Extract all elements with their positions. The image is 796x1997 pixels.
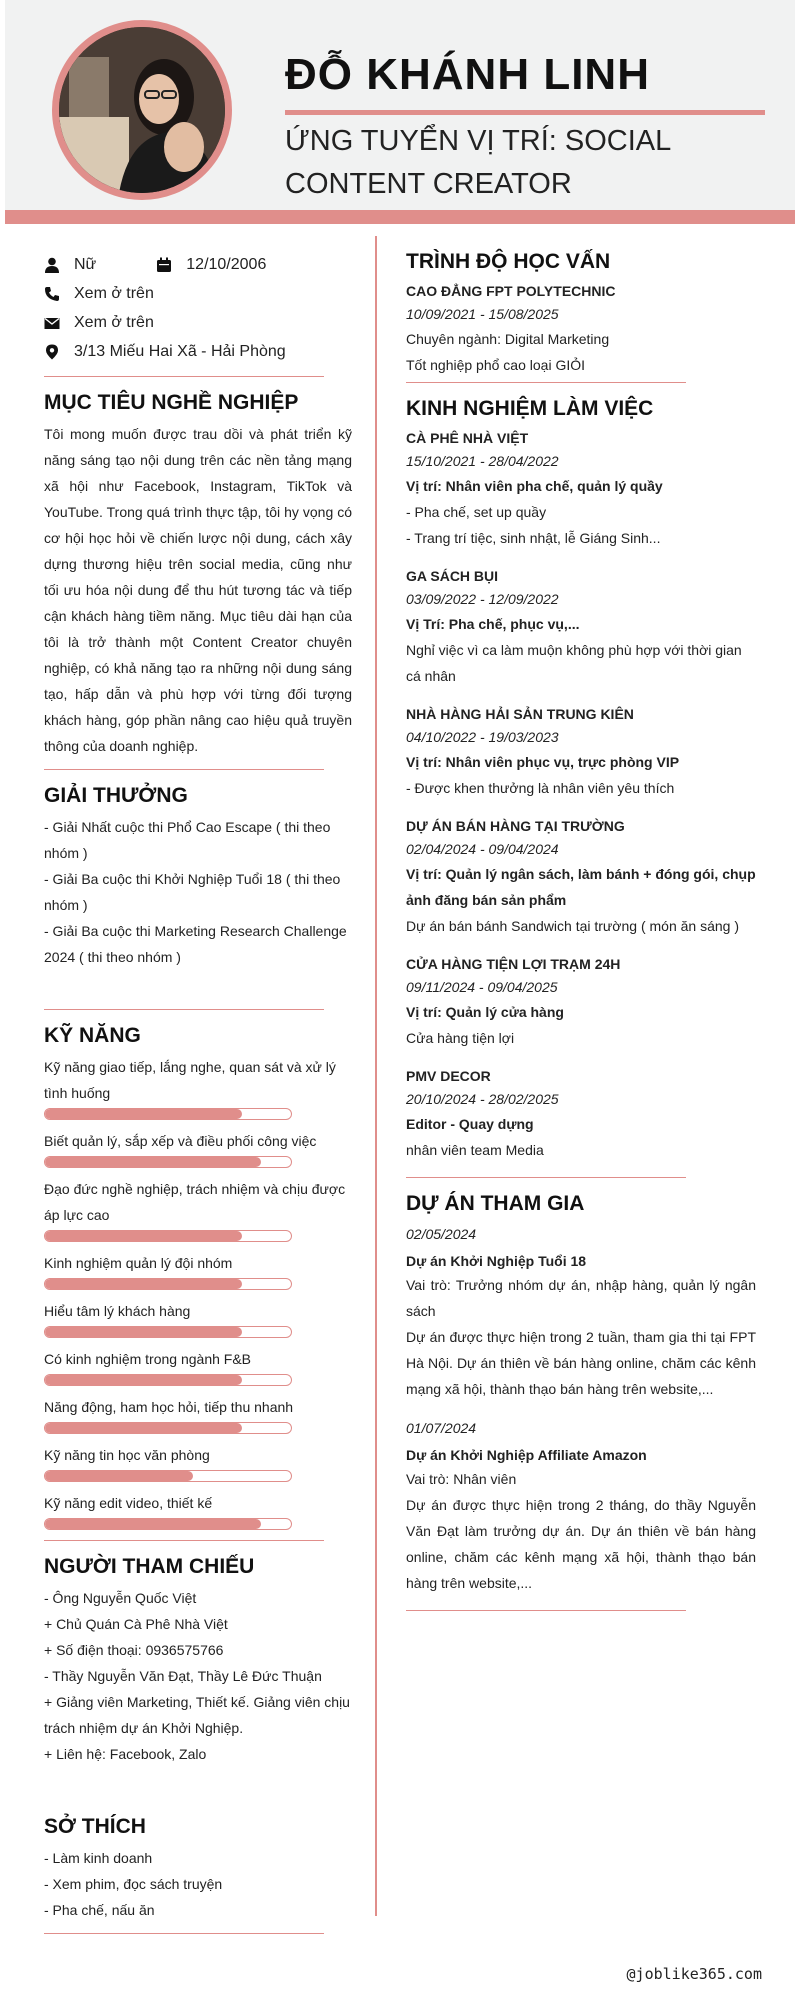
- project-description: Vai trò: Nhân viên: [406, 1471, 517, 1487]
- email-icon: [44, 315, 60, 331]
- experience-description: Dự án bán bánh Sandwich tại trường ( món ăn sáng ): [406, 918, 739, 934]
- experience-description: - Trang trí tiệc, sinh nhật, lễ Giáng Sinh...: [406, 530, 661, 546]
- project-description: Vai trò: Trưởng nhóm dự án, nhập hàng, quản lý ngân sách: [406, 1277, 756, 1319]
- reference-line: + Liên hệ: Facebook, Zalo: [44, 1746, 207, 1762]
- skill-level-bar: [44, 1156, 292, 1168]
- location-pin-icon: [44, 344, 60, 360]
- project-name: Dự án Khởi Nghiệp Affiliate Amazon: [406, 1447, 647, 1463]
- experience-company: PMV DECOR: [406, 1068, 491, 1084]
- experience-list: [406, 427, 756, 1163]
- job-title: ỨNG TUYỂN VỊ TRÍ: SOCIAL CONTENT CREATOR: [285, 125, 671, 200]
- experience-date: 20/10/2024 - 28/02/2025: [406, 1091, 559, 1107]
- experience-entry: [406, 1065, 756, 1163]
- header-accent-bar: [5, 210, 795, 224]
- experience-description: Nghỉ việc vì ca làm muộn không phù hợp với thời gian cá nhân: [406, 642, 742, 684]
- info-row-gender-birthdate: [44, 250, 352, 279]
- experience-date: 09/11/2024 - 09/04/2025: [406, 979, 558, 995]
- experience-role: Vị trí: Quản lý cửa hàng: [406, 1004, 564, 1020]
- skill-label: Đạo đức nghề nghiệp, trách nhiệm và chịu được áp lực cao: [44, 1181, 346, 1223]
- skill-level-bar: [44, 1230, 292, 1242]
- personal-info: [44, 250, 352, 366]
- hobby-item: - Xem phim, đọc sách truyện: [44, 1876, 223, 1892]
- experience-date: 15/10/2021 - 28/04/2022: [406, 453, 559, 469]
- section-divider: [44, 376, 324, 377]
- reference-line: - Thầy Nguyễn Văn Đạt, Thầy Lê Đức Thuận: [44, 1668, 322, 1684]
- skill-label: Năng động, ham học hỏi, tiếp thu nhanh: [44, 1399, 294, 1415]
- experience-company: CÀ PHÊ NHÀ VIỆT: [406, 430, 529, 446]
- project-name: Dự án Khởi Nghiệp Tuổi 18: [406, 1253, 587, 1269]
- skill-level-bar: [44, 1278, 292, 1290]
- experience-heading: KINH NGHIỆM LÀM VIỆC: [406, 397, 654, 420]
- award-item: - Giải Nhất cuộc thi Phổ Cao Escape ( thi theo nhóm ): [44, 819, 331, 861]
- section-divider: [44, 1540, 324, 1541]
- projects-list: [406, 1222, 756, 1596]
- skill-level-bar: [44, 1326, 292, 1338]
- skill-level-bar: [44, 1518, 292, 1530]
- skills-list: [44, 1054, 352, 1530]
- reference-line: - Ông Nguyễn Quốc Việt: [44, 1590, 197, 1606]
- hobby-item: - Pha chế, nấu ăn: [44, 1902, 155, 1918]
- column-divider: [375, 236, 377, 1916]
- calendar-icon: [156, 257, 172, 273]
- section-divider: [44, 1009, 324, 1010]
- objective-text: Tôi mong muốn được trau dồi và phát triển kỹ năng sáng tạo nội dung trên các nền tảng mạng xã hội như Facebook, Instagram, TikTok và YouTube. Trong quá trình thực tập, tôi hy vọng có cơ hội học hỏi về chiến lược nội dung, cách xây dựng thương hiệu trên social media, cũng như tối ưu hóa nội dung để thu hút tương tác và tiếp cận khách hàng tiềm năng. Mục tiêu dài hạn của tôi là trở thành một Content Creator chuyên nghiệp, có khả năng tạo ra những nội dung sáng tạo, hấp dẫn và phù hợp với từng đối tượng khách hàng, góp phần nâng cao hiệu quả truyền thông của doanh nghiệp.: [44, 426, 352, 754]
- skill-label: Kỹ năng giao tiếp, lắng nghe, quan sát và xử lý tình huống: [44, 1059, 336, 1101]
- hobby-item: - Làm kinh doanh: [44, 1850, 153, 1866]
- phone-icon: [44, 286, 60, 302]
- project-date: 01/07/2024: [406, 1420, 477, 1436]
- experience-company: NHÀ HÀNG HẢI SẢN TRUNG KIÊN: [406, 706, 634, 722]
- skill-label: Kỹ năng tin học văn phòng: [44, 1447, 210, 1463]
- experience-entry: [406, 703, 756, 801]
- projects-heading: DỰ ÁN THAM GIA: [406, 1192, 585, 1215]
- gender-value: Nữ: [74, 255, 97, 273]
- reference-line: + Chủ Quán Cà Phê Nhà Việt: [44, 1616, 228, 1632]
- site-watermark: @joblike365.com: [626, 1965, 762, 1983]
- education-school: CAO ĐẲNG FPT POLYTECHNIC: [406, 283, 616, 299]
- experience-entry: [406, 815, 756, 939]
- education-date: 10/09/2021 - 15/08/2025: [406, 306, 559, 322]
- skill-label: Có kinh nghiệm trong ngành F&B: [44, 1351, 252, 1367]
- experience-entry: [406, 953, 756, 1051]
- award-item: - Giải Ba cuộc thi Marketing Research Challenge 2024 ( thi theo nhóm ): [44, 923, 347, 965]
- right-column: [406, 250, 756, 1625]
- experience-date: 03/09/2022 - 12/09/2022: [406, 591, 559, 607]
- skill-level-bar: [44, 1374, 292, 1386]
- skill-level-fill: [45, 1231, 242, 1241]
- experience-role: Editor - Quay dựng: [406, 1116, 534, 1132]
- awards-heading: GIẢI THƯỞNG: [44, 784, 188, 807]
- award-item: - Giải Ba cuộc thi Khởi Nghiệp Tuổi 18 ( thi theo nhóm ): [44, 871, 341, 913]
- name-underline: [285, 110, 765, 115]
- email-value: Xem ở trên: [74, 313, 154, 331]
- skill-level-fill: [45, 1109, 242, 1119]
- skill-level-fill: [45, 1519, 261, 1529]
- experience-company: DỰ ÁN BÁN HÀNG TẠI TRƯỜNG: [406, 818, 625, 834]
- hobbies-section: [44, 1815, 352, 1923]
- skill-level-fill: [45, 1471, 193, 1481]
- references-section: [44, 1555, 352, 1815]
- experience-date: 04/10/2022 - 19/03/2023: [406, 729, 559, 745]
- awards-section: [44, 784, 352, 999]
- skill-label: Hiểu tâm lý khách hàng: [44, 1303, 191, 1319]
- experience-role: Vị trí: Quản lý ngân sách, làm bánh + đóng gói, chụp ảnh đăng bán sản phẩm: [406, 866, 756, 908]
- objective-section: [44, 391, 352, 759]
- hobbies-heading: SỞ THÍCH: [44, 1815, 146, 1838]
- experience-date: 02/04/2024 - 09/04/2024: [406, 841, 559, 857]
- skill-label: Biết quản lý, sắp xếp và điều phối công việc: [44, 1133, 317, 1149]
- project-date: 02/05/2024: [406, 1226, 477, 1242]
- skill-level-bar: [44, 1470, 292, 1482]
- skill-level-bar: [44, 1422, 292, 1434]
- skill-label: Kỹ năng edit video, thiết kế: [44, 1495, 213, 1511]
- skill-level-fill: [45, 1327, 242, 1337]
- candidate-name: ĐỖ KHÁNH LINH: [285, 50, 650, 99]
- project-entry: [406, 1416, 756, 1596]
- education-heading: TRÌNH ĐỘ HỌC VẤN: [406, 250, 611, 273]
- experience-role: Vị trí: Nhân viên phục vụ, trực phòng VIP: [406, 754, 680, 770]
- experience-role: Vị trí: Nhân viên pha chế, quản lý quầy: [406, 478, 663, 494]
- section-divider: [406, 382, 686, 383]
- experience-entry: [406, 565, 756, 689]
- experience-section: [406, 397, 756, 1163]
- skill-level-fill: [45, 1279, 242, 1289]
- experience-entry: [406, 427, 756, 551]
- skill-label: Kinh nghiệm quản lý đội nhóm: [44, 1255, 233, 1271]
- project-description: Dự án được thực hiện trong 2 tuần, tham gia thi tại FPT Hà Nội. Dự án thiên về bán hàng online, chăm các kênh mạng xã hội, thành thạo bán hàng trên website,...: [406, 1329, 756, 1397]
- info-row-phone: [44, 279, 352, 308]
- section-divider: [44, 769, 324, 770]
- project-description: Dự án được thực hiện trong 2 tháng, do thầy Nguyễn Văn Đạt làm trưởng dự án. Dự án thiên về bán hàng online, chăm các kênh mạng xã hội, thành thạo bán hàng trên website,...: [406, 1497, 756, 1591]
- skill-level-bar: [44, 1108, 292, 1120]
- experience-description: nhân viên team Media: [406, 1142, 544, 1158]
- education-major: Chuyên ngành: Digital Marketing: [406, 331, 610, 347]
- education-section: [406, 250, 756, 378]
- experience-description: - Pha chế, set up quầy: [406, 504, 547, 520]
- section-divider: [406, 1610, 686, 1611]
- experience-description: - Được khen thưởng là nhân viên yêu thích: [406, 780, 675, 796]
- objective-heading: MỤC TIÊU NGHỀ NGHIỆP: [44, 391, 299, 414]
- experience-description: Cửa hàng tiện lợi: [406, 1030, 515, 1046]
- section-divider: [406, 1177, 686, 1178]
- skills-section: [44, 1024, 352, 1530]
- skill-level-fill: [45, 1157, 261, 1167]
- left-column: [44, 250, 352, 1948]
- person-icon: [44, 257, 60, 273]
- birthdate-value: 12/10/2006: [186, 255, 267, 273]
- reference-line: + Giảng viên Marketing, Thiết kế. Giảng viên chịu trách nhiệm dự án Khởi Nghiệp.: [44, 1694, 350, 1736]
- references-heading: NGƯỜI THAM CHIẾU: [44, 1555, 255, 1578]
- skill-level-fill: [45, 1423, 242, 1433]
- experience-company: CỬA HÀNG TIỆN LỢI TRẠM 24H: [406, 956, 621, 972]
- info-row-email: [44, 308, 352, 337]
- education-result: Tốt nghiệp phổ cao loại GIỎI: [406, 357, 585, 373]
- phone-value: Xem ở trên: [74, 284, 154, 302]
- info-row-address: [44, 337, 352, 366]
- project-entry: [406, 1222, 756, 1402]
- reference-line: + Số điện thoại: 0936575766: [44, 1642, 224, 1658]
- skill-level-fill: [45, 1375, 242, 1385]
- projects-section: [406, 1192, 756, 1596]
- experience-company: GA SÁCH BỤI: [406, 568, 499, 584]
- address-value: 3/13 Miếu Hai Xã - Hải Phòng: [74, 342, 286, 360]
- section-divider: [44, 1933, 324, 1934]
- experience-role: Vị Trí: Pha chế, phục vụ,...: [406, 616, 580, 632]
- skills-heading: KỸ NĂNG: [44, 1024, 141, 1047]
- profile-photo: [52, 20, 232, 200]
